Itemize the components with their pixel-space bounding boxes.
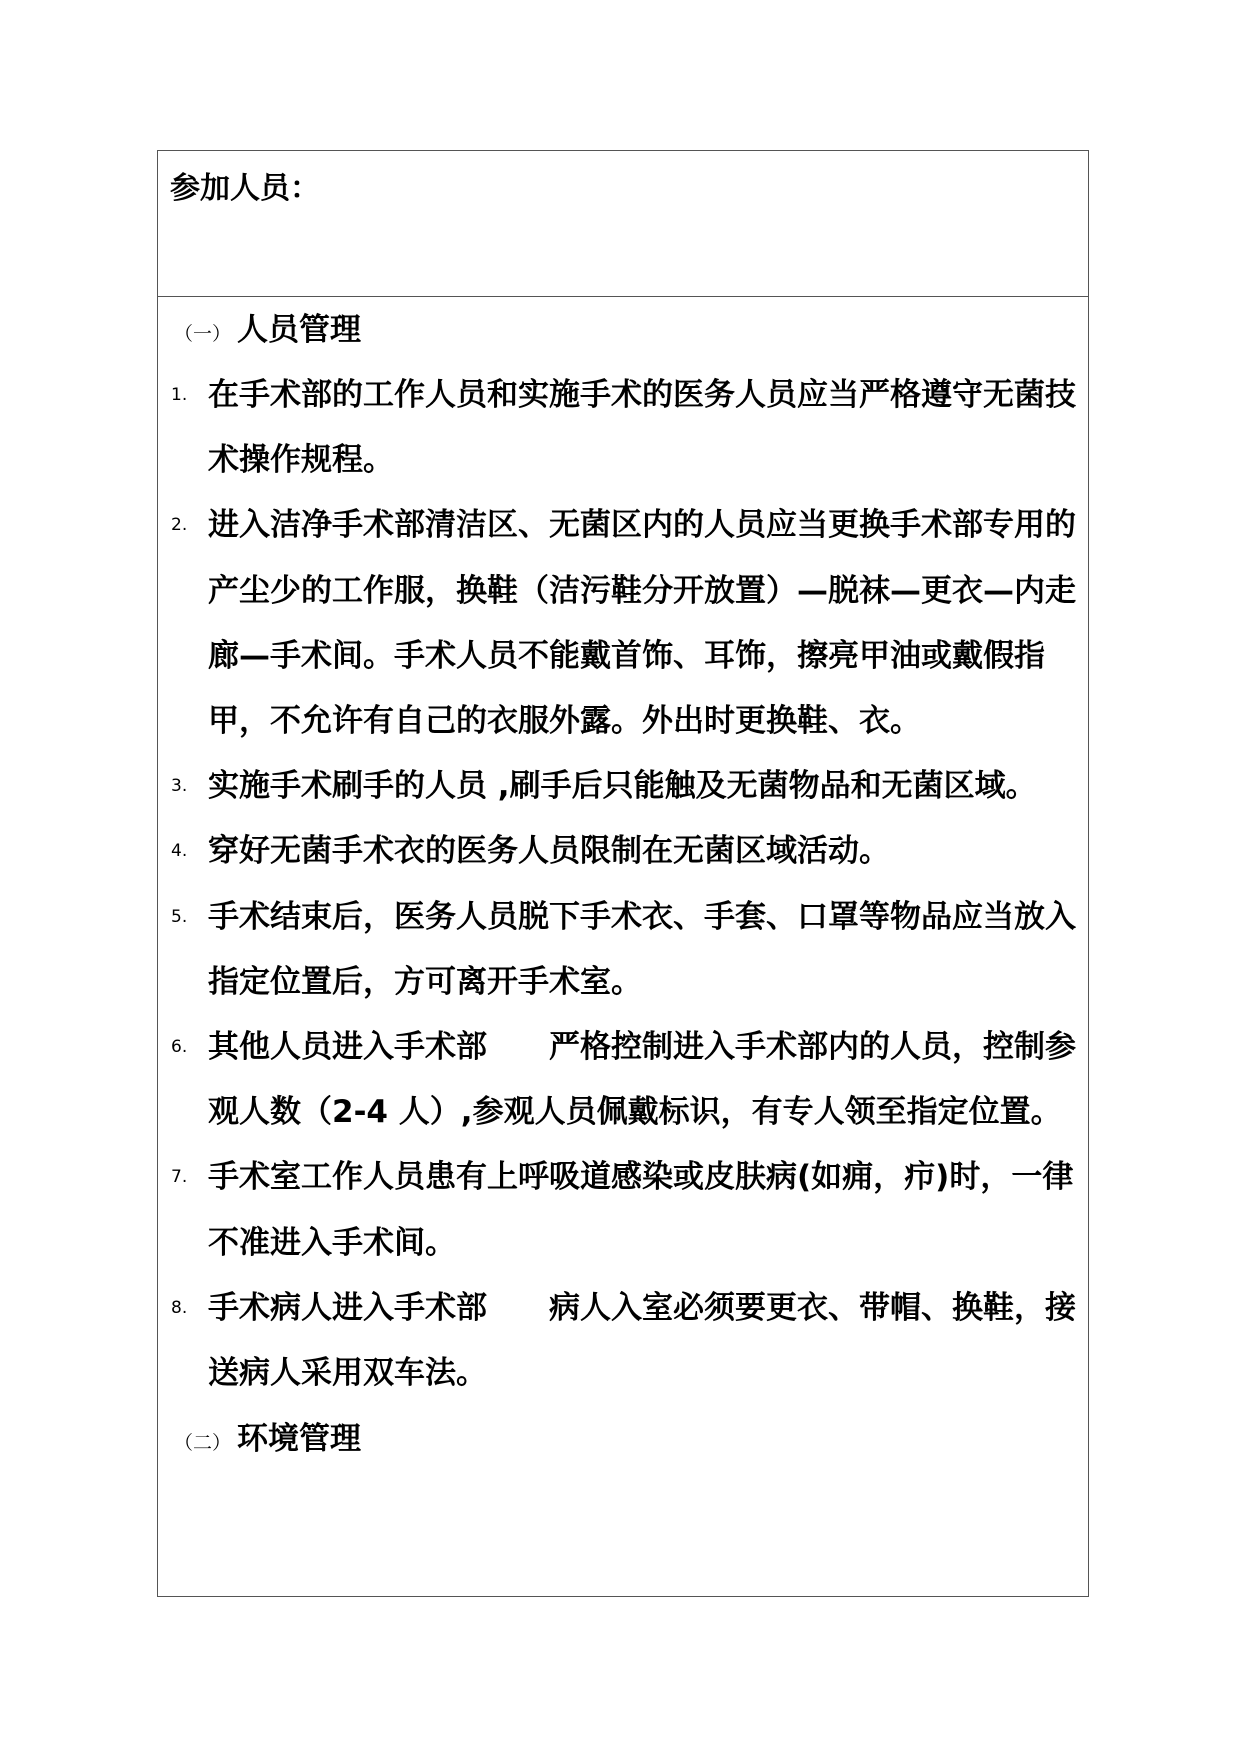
- item-number: 1.: [171, 385, 188, 405]
- list-item: [158, 1276, 1088, 1406]
- item-number: 5.: [171, 906, 188, 927]
- list-item: [158, 493, 1088, 754]
- list-item: [158, 363, 1088, 493]
- section-title: 人员管理: [237, 312, 362, 348]
- content-row: [158, 297, 1088, 1472]
- section-heading-personnel: [158, 297, 1088, 363]
- section-title: 环境管理: [237, 1421, 362, 1458]
- section-heading-environment: [158, 1406, 1088, 1472]
- item-number: 8.: [171, 1297, 188, 1318]
- list-item: [158, 1015, 1088, 1145]
- item-text: 进入洁净手术部清洁区、无菌区内的人员应当更换手术部专用的产尘少的工作服，换鞋（洁污鞋分开放置）—脱袜—更衣—内走廊—手术间。手术人员不能戴首饰、耳饰，擦亮甲油或戴假指甲，不允许有自己的衣服外露。外出时更换鞋、衣。: [208, 507, 1076, 740]
- item-number: 3.: [171, 776, 188, 797]
- item-number: 7.: [171, 1167, 188, 1188]
- item-text: 穿好无菌手术衣的医务人员限制在无菌区域活动。: [208, 833, 890, 870]
- list-item: [158, 885, 1088, 1015]
- participants-row: [158, 151, 1088, 297]
- list-item: [158, 1145, 1088, 1275]
- list-item: [158, 819, 1088, 884]
- item-text: 在手术部的工作人员和实施手术的医务人员应当严格遵守无菌技术操作规程。: [208, 377, 1076, 479]
- item-text: 实施手术刷手的人员 ,刷手后只能触及无菌物品和无菌区域。: [208, 768, 1037, 805]
- document-table: [157, 150, 1089, 1597]
- item-text: 其他人员进入手术部 严格控制进入手术部内的人员，控制参观人数（2-4 人）,参观人员佩戴标识，有专人领至指定位置。: [208, 1029, 1076, 1131]
- item-number: 2.: [171, 515, 188, 536]
- item-number: 6.: [171, 1037, 188, 1058]
- item-text: 手术病人进入手术部 病人入室必须要更衣、带帽、换鞋，接送病人采用双车法。: [208, 1289, 1076, 1392]
- item-number: 4.: [171, 841, 188, 862]
- section-number: （一）: [174, 323, 232, 345]
- list-item: [158, 754, 1088, 819]
- participants-label: 参加人员：: [170, 171, 320, 206]
- item-text: 手术室工作人员患有上呼吸道感染或皮肤病(如痈，疖)时，一律不准进入手术间。: [208, 1159, 1074, 1261]
- item-text: 手术结束后，医务人员脱下手术衣、手套、口罩等物品应当放入指定位置后，方可离开手术室。: [208, 898, 1076, 1000]
- section-number: （二）: [174, 1432, 232, 1455]
